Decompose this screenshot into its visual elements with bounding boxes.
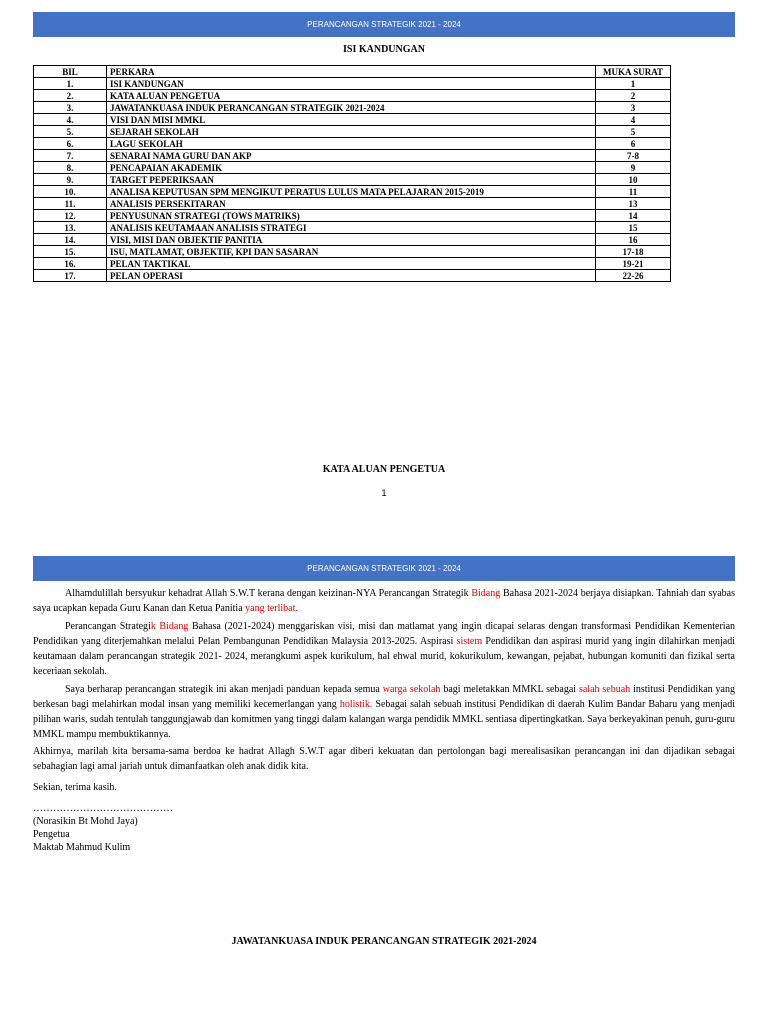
- toc-row: [34, 174, 671, 186]
- col-header-bil: BIL: [34, 66, 107, 78]
- toc-row: [34, 222, 671, 234]
- toc-muka-surat: 4: [596, 114, 671, 126]
- toc-perkara: ISU, MATLAMAT, OBJEKTIF, KPI DAN SASARAN: [107, 246, 596, 258]
- toc-bil: 9.: [34, 174, 107, 186]
- toc-row: [34, 138, 671, 150]
- toc-muka-surat: 2: [596, 90, 671, 102]
- toc-perkara: LAGU SEKOLAH: [107, 138, 596, 150]
- toc-perkara: VISI DAN MISI MMKL: [107, 114, 596, 126]
- toc-row: [34, 234, 671, 246]
- toc-row: [34, 186, 671, 198]
- toc-table: [33, 65, 671, 282]
- toc-muka-surat: 22-26: [596, 270, 671, 282]
- toc-row: [34, 198, 671, 210]
- paragraph-3: Saya berharap perancangan strategik ini akan menjadi panduan kepada semua warga sekolah bagi meletakkan MMKL sebagai salah sebuah institusi Pendidikan yang berkesan bagi melahirkan modal insan yang memiliki kecemerlangan yang holistik. Sebagai salah sebuah institusi Pendidikan di daerah Kulim Bandar Baharu yang menjadi pilihan waris, sudah tentulah tanggungjawab dan komitmen yang tinggi dalam kalangan warga pendidik MMKL sentiasa dipertingkatkan. Saya berkeyakinan penuh, guru-guru MMKL mampu membuktikannya.: [33, 684, 736, 740]
- signature-school: Maktab Mahmud Kulim: [33, 842, 131, 853]
- toc-perkara: ANALISA KEPUTUSAN SPM MENGIKUT PERATUS LULUS MATA PELAJARAN 2015-2019: [107, 186, 596, 198]
- toc-muka-surat: 13: [596, 198, 671, 210]
- toc-bil: 2.: [34, 90, 107, 102]
- toc-row: [34, 114, 671, 126]
- toc-perkara: VISI, MISI DAN OBJEKTIF PANITIA: [107, 234, 596, 246]
- toc-muka-surat: 5: [596, 126, 671, 138]
- toc-bil: 4.: [34, 114, 107, 126]
- toc-bil: 15.: [34, 246, 107, 258]
- toc-bil: 8.: [34, 162, 107, 174]
- toc-muka-surat: 7-8: [596, 150, 671, 162]
- paragraph-4: Akhirnya, marilah kita bersama-sama berdoa ke hadrat Allagh S.W.T agar diberi kekuatan dan pertolongan bagi merealisasikan perancangan ini dan dijadikan sebagai sebahagian lagi amal jariah untuk dimanfaatkan oleh anak didik kita.: [33, 746, 735, 772]
- toc-muka-surat: 11: [596, 186, 671, 198]
- toc-perkara: JAWATANKUASA INDUK PERANCANGAN STRATEGIK 2021-2024: [107, 102, 596, 114]
- toc-perkara: ANALISIS KEUTAMAAN ANALISIS STRATEGI: [107, 222, 596, 234]
- toc-perkara: PENCAPAIAN AKADEMIK: [107, 162, 596, 174]
- toc-muka-surat: 16: [596, 234, 671, 246]
- signature-position: Pengetua: [33, 829, 70, 840]
- toc-bil: 12.: [34, 210, 107, 222]
- section-title-jawatankuasa: JAWATANKUASA INDUK PERANCANGAN STRATEGIK 2021-2024: [231, 936, 537, 947]
- col-header-muka-surat: MUKA SURAT: [596, 66, 671, 78]
- toc-perkara: PENYUSUNAN STRATEGI (TOWS MATRIKS): [107, 210, 596, 222]
- toc-muka-surat: 10: [596, 174, 671, 186]
- toc-perkara: PELAN TAKTIKAL: [107, 258, 596, 270]
- toc-perkara: SEJARAH SEKOLAH: [107, 126, 596, 138]
- toc-muka-surat: 6: [596, 138, 671, 150]
- toc-muka-surat: 3: [596, 102, 671, 114]
- toc-perkara: SENARAI NAMA GURU DAN AKP: [107, 150, 596, 162]
- page-number: 1: [381, 488, 387, 498]
- toc-row: [34, 270, 671, 282]
- header-banner: PERANCANGAN STRATEGIK 2021 - 2024: [33, 556, 735, 581]
- toc-row: [34, 102, 671, 114]
- toc-row: [34, 78, 671, 90]
- toc-title: ISI KANDUNGAN: [343, 44, 425, 55]
- toc-row: [34, 150, 671, 162]
- toc-muka-surat: 17-18: [596, 246, 671, 258]
- toc-perkara: TARGET PEPERIKSAAN: [107, 174, 596, 186]
- toc-perkara: PELAN OPERASI: [107, 270, 596, 282]
- signature-block: [33, 802, 173, 854]
- toc-row: [34, 126, 671, 138]
- toc-muka-surat: 9: [596, 162, 671, 174]
- paragraph-2: Perancangan Strategik Bidang Bahasa (2021-2024) menggariskan visi, misi dan matlamat yang ingin dicapai selaras dengan transformasi Pendidikan Kementerian Pendidikan yang diterjemahkan melalui Pelan Pembangunan Pendidikan Malaysia 2013-2025. Aspirasi sistem Pendidikan dan aspirasi murid yang ingin dilahirkan menjadi keutamaan dalam perancangan strategik 2021- 2024, merangkumi aspek kurikulum, hal ehwal murid, kokurikulum, kewangan, pejabat, hubungan komuniti dan fizikal serta keceriaan sekolah.: [33, 621, 736, 677]
- toc-bil: 14.: [34, 234, 107, 246]
- toc-bil: 1.: [34, 78, 107, 90]
- toc-row: [34, 90, 671, 102]
- toc-muka-surat: 15: [596, 222, 671, 234]
- toc-row: [34, 210, 671, 222]
- header-banner: PERANCANGAN STRATEGIK 2021 - 2024: [33, 12, 735, 37]
- toc-row: [34, 246, 671, 258]
- toc-muka-surat: 1: [596, 78, 671, 90]
- toc-header-row: [34, 66, 671, 78]
- col-header-perkara: PERKARA: [107, 66, 596, 78]
- toc-row: [34, 162, 671, 174]
- toc-bil: 7.: [34, 150, 107, 162]
- toc-bil: 16.: [34, 258, 107, 270]
- toc-perkara: ISI KANDUNGAN: [107, 78, 596, 90]
- toc-muka-surat: 19-21: [596, 258, 671, 270]
- toc-bil: 5.: [34, 126, 107, 138]
- toc-bil: 6.: [34, 138, 107, 150]
- toc-bil: 10.: [34, 186, 107, 198]
- closing-line: Sekian, terima kasih.: [33, 782, 117, 793]
- toc-bil: 3.: [34, 102, 107, 114]
- signature-dots: ……………………………………: [33, 803, 173, 814]
- toc-muka-surat: 14: [596, 210, 671, 222]
- toc-perkara: ANALISIS PERSEKITARAN: [107, 198, 596, 210]
- paragraph-1: Alhamdulillah bersyukur kehadrat Allah S.W.T kerana dengan keizinan-NYA Perancangan Strategik Bidang Bahasa 2021-2024 berjaya disiapkan. Tahniah dan syabas saya ucapkan kepada Guru Kanan dan Ketua Panitia yang terlibat.: [33, 588, 735, 614]
- signature-name: (Norasikin Bt Mohd Jaya): [33, 816, 138, 827]
- toc-perkara: KATA ALUAN PENGETUA: [107, 90, 596, 102]
- toc-bil: 17.: [34, 270, 107, 282]
- toc-bil: 13.: [34, 222, 107, 234]
- toc-bil: 11.: [34, 198, 107, 210]
- toc-row: [34, 258, 671, 270]
- section-title-kata-aluan: KATA ALUAN PENGETUA: [322, 464, 446, 475]
